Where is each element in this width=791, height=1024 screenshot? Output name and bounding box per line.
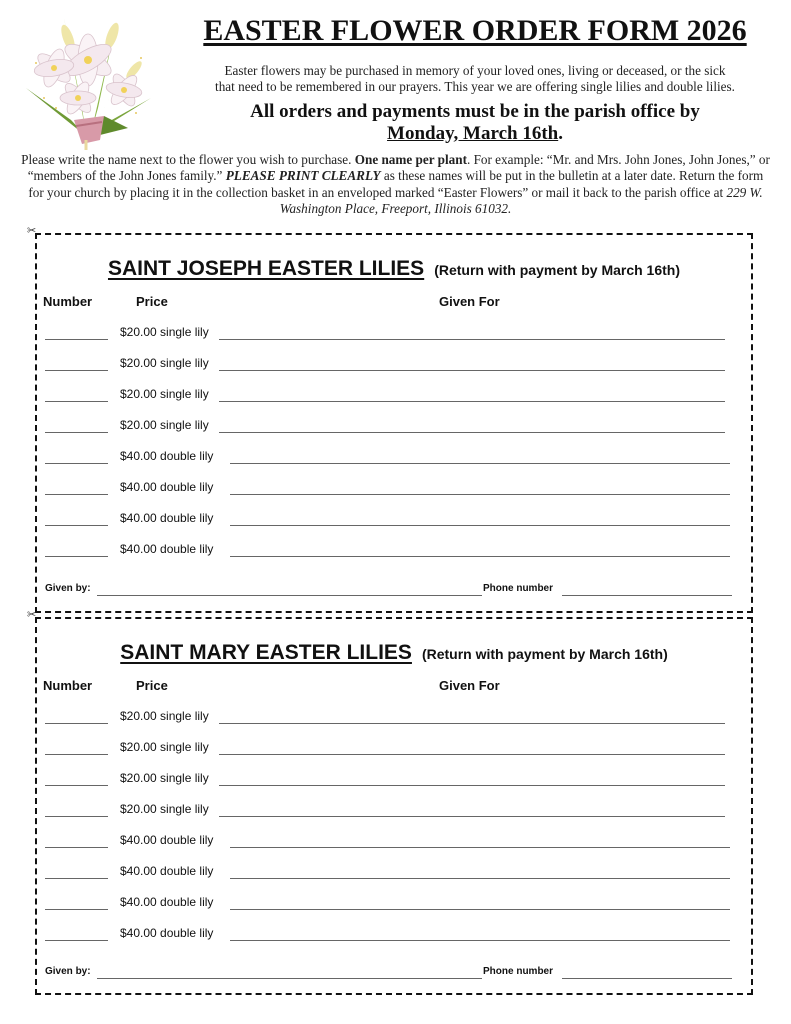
order-row — [45, 926, 735, 942]
quantity-field[interactable] — [45, 432, 108, 433]
section-saint-joseph — [35, 233, 753, 613]
column-header-price: Price — [136, 294, 168, 309]
instructions-text — [20, 152, 771, 218]
given-for-field[interactable] — [219, 432, 725, 433]
section-note: (Return with payment by March 16th) — [421, 646, 668, 662]
scissors-icon: ✂ — [27, 225, 37, 237]
column-header-given-for: Given For — [439, 678, 500, 693]
parish-address: 229 W. Washington Place, Freeport, Illinois 61032. — [279, 184, 763, 217]
given-by-row — [45, 583, 735, 599]
quantity-field[interactable] — [45, 847, 108, 848]
quantity-field[interactable] — [45, 940, 108, 941]
given-for-field[interactable] — [230, 847, 730, 848]
price-label: $20.00 single lily — [120, 418, 209, 432]
instructions-part-3: as these names will be put in the bulletin at a later date. Return the form for your church by placing it in the collection basket in an enveloped marked “Easter Flowers” or mail it back to the parish office at — [28, 168, 764, 200]
price-label: $40.00 double lily — [120, 480, 214, 494]
price-label: $40.00 double lily — [120, 542, 214, 556]
column-header-price: Price — [136, 678, 168, 693]
given-for-field[interactable] — [219, 723, 725, 724]
given-by-field[interactable] — [97, 978, 482, 979]
quantity-field[interactable] — [45, 754, 108, 755]
price-label: $20.00 single lily — [120, 356, 209, 370]
order-row — [45, 833, 735, 849]
price-label: $20.00 single lily — [120, 740, 209, 754]
order-row — [45, 740, 735, 756]
given-for-field[interactable] — [219, 339, 725, 340]
section-title-row — [37, 641, 751, 665]
order-row — [45, 542, 735, 558]
section-title-row — [37, 257, 751, 281]
given-for-field[interactable] — [219, 370, 725, 371]
given-for-field[interactable] — [230, 878, 730, 879]
price-label: $40.00 double lily — [120, 864, 214, 878]
column-header-number: Number — [43, 294, 93, 309]
order-row — [45, 511, 735, 527]
quantity-field[interactable] — [45, 556, 108, 557]
given-for-field[interactable] — [230, 940, 730, 941]
order-row — [45, 895, 735, 911]
section-note: (Return with payment by March 16th) — [434, 262, 681, 278]
quantity-field[interactable] — [45, 878, 108, 879]
instructions-part-2: . For example: “Mr. and Mrs. John Jones, John Jones,” or “members of the John Jones family.” — [27, 152, 770, 184]
lily-bouquet-image — [16, 8, 156, 150]
given-for-field[interactable] — [219, 401, 725, 402]
given-for-field[interactable] — [230, 463, 730, 464]
order-row — [45, 802, 735, 818]
phone-number-field[interactable] — [562, 595, 732, 596]
price-label: $40.00 double lily — [120, 926, 214, 940]
phone-number-field[interactable] — [562, 978, 732, 979]
order-row — [45, 480, 735, 496]
order-row — [45, 864, 735, 880]
given-for-field[interactable] — [230, 494, 730, 495]
order-row — [45, 325, 735, 341]
price-label: $20.00 single lily — [120, 709, 209, 723]
given-for-field[interactable] — [230, 909, 730, 910]
phone-number-label: Phone number — [483, 966, 554, 977]
section-saint-mary — [35, 617, 753, 995]
quantity-field[interactable] — [45, 463, 108, 464]
instructions-part-1: Please write the name next to the flower you wish to purchase. — [21, 152, 355, 167]
order-row — [45, 709, 735, 725]
phone-number-label: Phone number — [483, 583, 554, 594]
given-for-field[interactable] — [219, 785, 725, 786]
price-label: $40.00 double lily — [120, 449, 214, 463]
order-row — [45, 449, 735, 465]
given-for-field[interactable] — [230, 556, 730, 557]
price-label: $20.00 single lily — [120, 771, 209, 785]
scissors-icon: ✂ — [27, 609, 37, 621]
print-clearly-notice: PLEASE PRINT CLEARLY — [225, 168, 381, 184]
intro-line-2: that need to be remembered in our prayers. This year we are offering single lilies and double lilies. — [215, 79, 735, 94]
quantity-field[interactable] — [45, 909, 108, 910]
quantity-field[interactable] — [45, 494, 108, 495]
quantity-field[interactable] — [45, 525, 108, 526]
section-title: SAINT MARY EASTER LILIES — [120, 641, 412, 664]
instructions-emphasis: One name per plant — [354, 152, 467, 167]
quantity-field[interactable] — [45, 339, 108, 340]
quantity-field[interactable] — [45, 785, 108, 786]
given-for-field[interactable] — [219, 754, 725, 755]
column-header-number: Number — [43, 678, 93, 693]
section-title: SAINT JOSEPH EASTER LILIES — [107, 257, 425, 280]
column-header-given-for: Given For — [439, 294, 500, 309]
price-label: $20.00 single lily — [120, 325, 209, 339]
price-label: $20.00 single lily — [120, 387, 209, 401]
order-row — [45, 356, 735, 372]
given-by-label: Given by: — [45, 966, 91, 977]
quantity-field[interactable] — [45, 370, 108, 371]
deadline-line-1: All orders and payments must be in the parish office by — [250, 101, 700, 122]
price-label: $40.00 double lily — [120, 511, 214, 525]
quantity-field[interactable] — [45, 816, 108, 817]
price-label: $40.00 double lily — [120, 833, 214, 847]
order-row — [45, 387, 735, 403]
order-row — [45, 418, 735, 434]
price-label: $20.00 single lily — [120, 802, 209, 816]
given-for-field[interactable] — [230, 525, 730, 526]
deadline-period: . — [558, 123, 563, 144]
deadline-notice — [160, 101, 790, 145]
deadline-date: Monday, March 16th — [387, 123, 559, 144]
given-for-field[interactable] — [219, 816, 725, 817]
given-by-label: Given by: — [45, 583, 91, 594]
given-by-field[interactable] — [97, 595, 482, 596]
intro-text — [160, 63, 790, 95]
quantity-field[interactable] — [45, 401, 108, 402]
quantity-field[interactable] — [45, 723, 108, 724]
price-label: $40.00 double lily — [120, 895, 214, 909]
order-row — [45, 771, 735, 787]
page-title: EASTER FLOWER ORDER FORM 2026 — [203, 14, 747, 47]
intro-line-1: Easter flowers may be purchased in memory of your loved ones, living or deceased, or the sick — [224, 63, 726, 78]
given-by-row — [45, 966, 735, 982]
